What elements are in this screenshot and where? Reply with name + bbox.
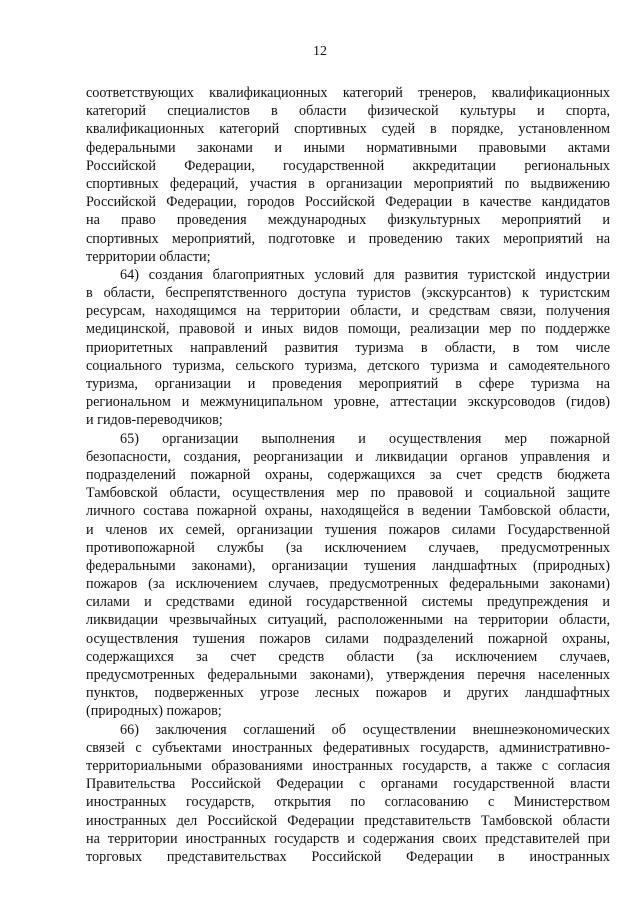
text-line: торговых представительствах Российской Федерации в иностранных — [86, 848, 610, 865]
text-line: подразделений пожарной охраны, содержащихся за счет средств бюджета — [86, 466, 610, 483]
text-line: предусмотренных федеральными законами), утверждения перечня населенных — [86, 667, 610, 683]
text-line: на территории иностранных государств и содержания своих представителей при — [86, 830, 610, 847]
paragraph — [86, 84, 610, 266]
text-line: спортивных мероприятий, подготовке и проведению таких мероприятий на — [86, 230, 610, 247]
text-line: территории области; — [86, 248, 211, 265]
text-line: соответствующих квалификационных категорий тренеров, квалификационных — [86, 85, 610, 101]
text-line: Российской Федерации, городов Российской Федерации в качестве кандидатов — [86, 194, 610, 211]
text-line: 65) организации выполнения и осуществления мер пожарной — [120, 430, 610, 447]
paragraph — [86, 721, 610, 867]
text-line: 64) создания благоприятных условий для развития туристской индустрии — [120, 266, 610, 283]
text-line: категорий специалистов в области физической культуры и спорта, — [86, 103, 610, 120]
text-line: Тамбовской области, осуществления мер по правовой и социальной защите — [86, 485, 610, 502]
text-line: и членов их семей, организации тушения пожаров силами Государственной — [86, 521, 610, 538]
text-line: и гидов-переводчиков; — [86, 412, 223, 429]
text-line: Правительства Российской Федерации с органами государственной власти — [86, 776, 610, 793]
text-line: пожаров (за исключением случаев, предусмотренных федеральными законами) — [86, 576, 610, 593]
text-line: связей с субъектами иностранных федеративных государств, административно- — [86, 739, 610, 756]
text-line: приоритетных направлений развития туризма в области, в том числе — [86, 339, 610, 356]
text-line: содержащихся за счет средств области (за исключением случаев, — [86, 648, 610, 665]
page-number: 12 — [313, 44, 327, 59]
text-line: ликвидации чрезвычайных ситуаций, расположенными на территории области, — [86, 612, 610, 629]
text-line: противопожарной службы (за исключением случаев, предусмотренных — [86, 539, 610, 556]
text-line: федеральными законами и иными нормативными правовыми актами — [86, 139, 610, 156]
text-line: иностранных государств, открытия по согласованию с Министерством — [86, 794, 610, 811]
text-line: на право проведения международных физкультурных мероприятий и — [86, 212, 610, 229]
text-line: туризма, организации и проведения мероприятий в сфере туризма на — [86, 376, 610, 392]
text-line: (природных) пожаров; — [86, 703, 222, 720]
text-line: социального туризма, сельского туризма, детского туризма и самодеятельного — [86, 357, 610, 374]
text-line: пунктов, подверженных угрозе лесных пожаров и других ландшафтных — [86, 685, 610, 702]
text-line: личного состава пожарной охраны, находящейся в ведении Тамбовской области, — [86, 503, 610, 520]
text-line: территориальными образованиями иностранных государств, а также с согласия — [86, 757, 610, 774]
text-line: в области, беспрепятственного доступа туристов (экскурсантов) к туристским — [86, 285, 610, 302]
text-line: ресурсам, находящимся на территории области, и средствам связи, получения — [86, 303, 610, 320]
text-line: медицинской, правовой и иных видов помощи, реализации мер по поддержке — [86, 321, 610, 338]
text-line: федеральными законами), организации тушения ландшафтных (природных) — [86, 557, 610, 574]
text-line: силами и средствами единой государственной системы предупреждения и — [86, 594, 610, 611]
text-line: безопасности, создания, реорганизации и ликвидации органов управления и — [86, 448, 610, 465]
text-line: иностранных дел Российской Федерации представительств Тамбовской области — [86, 812, 610, 829]
text-line: квалификационных категорий спортивных судей в порядке, установленном — [86, 121, 610, 138]
text-line: спортивных федераций, участия в организации мероприятий по выдвижению — [86, 175, 610, 192]
document-body — [86, 84, 610, 866]
paragraph — [86, 266, 610, 430]
text-line: Российской Федерации, государственной аккредитации региональных — [86, 157, 610, 174]
text-line: осуществления тушения пожаров силами подразделений пожарной охраны, — [86, 630, 610, 647]
text-line: 66) заключения соглашений об осуществлении внешнеэкономических — [120, 721, 610, 738]
text-line: региональном и межмуниципальном уровне, аттестации экскурсоводов (гидов) — [86, 394, 610, 411]
paragraph — [86, 430, 610, 721]
